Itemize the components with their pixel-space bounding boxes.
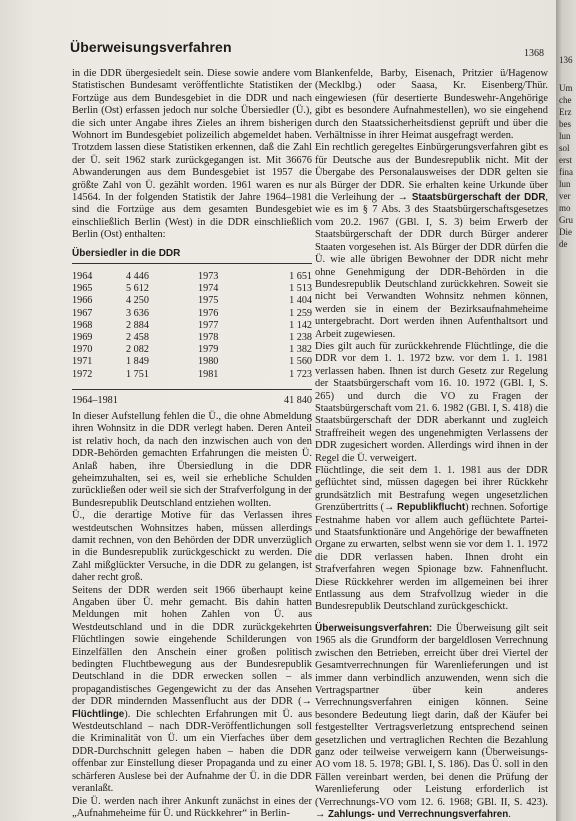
adjacent-page-text [556,82,573,250]
statistics-left-year: 1972 [72,368,93,380]
statistics-right-year: 1975 [198,295,219,307]
adjacent-page-line: lun [559,131,571,141]
adjacent-page-line: lun [559,179,571,189]
cross-reference-republikflucht: Republikflucht [397,502,466,514]
statistics-left-year: 1968 [72,319,93,331]
right-paragraph-2-text-b: , wie es im § 7 Abs. 3 des Staatsbürgerschaftsgesetzes vom 20.2. 1967 (GBl. I, S. 3) beim Erwerb der Staatsbürgerschaft der DDR durch Bürger anderer Staaten vorgesehen ist. Als Bürger der DDR dürfen die Ü. wie alle übrigen Bewohner der DDR nicht mehr ohne Genehmigung der DDR-Behörden in die Bundesrepublik Deutschland zurückkehren. Soweit sie nicht bei Verwandten Wohnsitz nehmen können, werden sie in einem der Bezirksaufnahmeheime untergebracht. Dort werden ihnen Aufenthaltsort und Arbeit zugewiesen. [315,192,548,340]
right-paragraph-2-text-a: Ein rechtlich geregeltes Einbürgerungsverfahren gibt es für Deutsche aus der Bundesrepublik nicht. Mit der Übergabe des Personalausweises der DDR gelten sie als Bürger der DDR. Sie erhalten keine Urkunde über die Verleihung der → [315,142,548,204]
left-paragraph-2: In dieser Aufstellung fehlen die Ü., die ohne Abmeldung ihren Wohnsitz in die DDR verlegt haben. Deren Anteil ist relativ hoch, da nach den inzwischen auch von den DDR-Behörden gemachten Erfahrungen die meisten Ü. Anlaß haben, ihre Übersiedlung in die DDR geheimzuhalten, sei es, weil sie erhebliche Schulden zurückließen oder weil sie sich der Strafverfolgung in der Bundesrepublik Deutschland entziehen wollten. [72,410,312,509]
adjacent-page-line: che [559,95,572,105]
statistics-left-year: 1971 [72,356,93,368]
statistics-table [72,248,312,407]
adjacent-page-line: sol [559,143,570,153]
adjacent-page-line: Erz [559,107,572,117]
entry-ueberweisungsverfahren [315,623,548,821]
left-paragraph-5: Die Ü. werden nach ihrer Ankunft zunächst in eines der „Aufnahmeheime für Ü. und Rückkehrer“ in Berlin- [72,795,312,819]
statistics-right-year: 1981 [198,368,219,380]
statistics-left-year: 1969 [72,331,93,343]
left-paragraph-4-text-b: ). Die schlechten Erfahrungen mit Ü. aus Westdeutschland – nach DDR-Veröffentlichungen soll die Kriminalität von Ü. um ein Vierfaches über dem DDR-Durchschnitt gelegen haben – haben die DDR offenbar zur Einstellung dieser Propaganda und zu einer schärferen Auslese bei der Aufnahme der Ü. in die DDR veranlaßt. [72,708,312,795]
statistics-left-count: 1 751 [126,368,149,380]
statistics-left-count: 2 082 [126,344,149,356]
cross-reference-staatsbuergerschaft: Staatsbürgerschaft der DDR [411,192,546,204]
left-paragraph-4 [72,585,312,796]
adjacent-page-edge [556,0,576,821]
statistics-right-year: 1973 [198,270,219,282]
statistics-right-count: 1 723 [289,368,312,380]
adjacent-page-line: fina [559,167,573,177]
statistics-right-count: 1 382 [289,344,312,356]
left-column [72,68,312,820]
statistics-left-year: 1967 [72,307,93,319]
cross-reference-fluechtlinge: Flüchtlinge [72,708,125,720]
statistics-right-year: 1977 [198,319,219,331]
adjacent-page-line: bes [559,119,571,129]
statistics-right-year: 1979 [198,344,219,356]
statistics-left-count: 2 458 [126,331,149,343]
statistics-right-count: 1 560 [289,356,312,368]
right-paragraph-4-text-a: Flüchtlinge, die seit dem 1. 1. 1981 aus der DDR geflüchtet sind, müssen dagegen bei ihrer Rückkehr grundsätzlich mit Bestrafung wegen ungesetzlichen Grenzübertritts (→ [315,465,548,514]
right-column [315,68,548,821]
statistics-right-year: 1978 [198,331,219,343]
statistics-left-column [72,271,182,381]
right-paragraph-4-text-b: ) rechnen. Sofortige Festnahme haben vor allem auch geflüchtete Partei- und Staatsfunktionäre und Angehörige der bewaffneten Organe zu erwarten, selbst wenn sie vor dem 1. 1. 1972 die DDR verlassen haben. Ihnen droht ein Strafverfahren wegen Spionage bzw. Fahnenflucht. Diese Rückkehrer werden im allgemeinen bei ihrer Entlassung aus dem Strafvollzug wieder in die Bundesrepublik Deutschland zurückgeschickt. [315,502,548,613]
adjacent-page-line: mo [559,203,571,213]
entry-end: . [508,808,511,820]
statistics-left-year: 1965 [72,283,93,295]
statistics-left-year: 1964 [72,270,93,282]
statistics-total-row [72,389,312,407]
entry-text: Die Überweisung gilt seit 1965 als die Grundform der bargeldlosen Verrechnung zwischen den Betrieben, erreicht über drei Viertel der Gesamtverrechnungen für Warenlieferungen und ist immer dann verbindlich anzuwenden, wenn sich die Vertragspartner über kein anderes Verrechnungsverfahren einigen können. Seine besondere Bedeutung liegt darin, daß der Käufer bei festgestellter Vertragsverletzung entsprechend seinen gesetzlichen und vertraglichen Rechten die Bezahlung ganz oder teilweise verweigern kann (Überweisungs-AO vom 18. 5. 1978; GBl. I, S. 186). Das Ü. soll in den Fällen vereinbart werden, bei denen die Prüfung der Warenlieferung oder Leistung erforderlich ist (Verrechnungs-VO vom 12. 6. 1968; GBl. II, S. 423). → [315,622,548,820]
statistics-left-count: 5 612 [126,283,149,295]
statistics-right-count: 1 142 [289,319,312,331]
cross-reference-zahlungsverfahren: Zahlungs- und Verrechnungsverfahren [328,808,509,820]
section-heading: Überweisungsverfahren [70,39,232,55]
statistics-right-column [198,271,312,381]
right-paragraph-4 [315,465,548,614]
statistics-left-year: 1970 [72,344,93,356]
statistics-right-year: 1980 [198,356,219,368]
statistics-left-count: 4 250 [126,295,149,307]
left-paragraph-3: Ü., die derartige Motive für das Verlassen ihres westdeutschen Wohnsitzes haben, müssen allerdings damit rechnen, von den Behörden der DDR unverzüglich in die Bundesrepublik zurückgeschickt zu werden. Die Zahl mißglückter Versuche, in die DDR zu gelangen, ist daher recht groß. [72,510,312,584]
statistics-title: Übersiedler in die DDR [72,248,312,264]
statistics-left-count: 3 636 [126,307,149,319]
right-paragraph-3: Dies gilt auch für zurückkehrende Flüchtlinge, die die DDR vor dem 1. 1. 1972 bzw. vor dem 1. 1. 1981 verlassen haben. Ihnen ist durch Gesetz zur Regelung der Staatsbürgerschaft vom 16. 10. 1972 (GBl. I, S. 265) und durch die VO zu Fragen der Staatsbürgerschaft vom 21. 6. 1982 (GBl. I, S. 418) die Staatsbürgerschaft der DDR aberkannt und zugleich Straffreiheit wegen des ungenehmigten Verlassens der DDR zugesichert worden. Allerdings wird ihnen in der Regel die Ü. verweigert. [315,340,548,464]
statistics-left-count: 2 884 [126,319,149,331]
statistics-right-count: 1 651 [289,270,312,282]
statistics-left-count: 4 446 [126,270,149,282]
statistics-left-count: 1 849 [126,356,149,368]
statistics-right-year: 1974 [198,283,219,295]
statistics-total-value: 41 840 [283,394,312,406]
page-number: 1368 [524,48,544,59]
statistics-total-label: 1964–1981 [72,394,118,406]
adjacent-page-line: Die [559,227,572,237]
left-paragraph-1: in die DDR übergesiedelt sein. Diese sowie andere vom Statistischen Bundesamt veröffentlichte Statistiken der Fortzüge aus dem Bundesgebiet in die DDR und nach Berlin (Ost) erfassen jedoch nur solche Übersiedler (Ü.), die sich unter Angabe ihres Zieles an ihrem bisherigen Wohnort im Bundesgebiet polizeilich abgemeldet haben. Trotzdem lassen diese Statistiken erkennen, daß die Zahl der Ü. seit 1962 stark zurückgegangen ist. Mit 36676 Abwanderungen aus dem Bundesgebiet ist 1957 die größte Zahl von Ü. gezählt worden. 1961 waren es nur 14564. In der folgenden Statistik der Jahre 1964–1981 sind die Fortzüge aus dem gesamten Bundesgebiet einschließlich Berlin (West) in die DDR einschließlich Berlin (Ost) enthalten: [72,68,312,241]
adjacent-page-line: Gru [559,215,573,225]
adjacent-page-line: ver [559,191,571,201]
statistics-right-count: 1 238 [289,331,312,343]
right-paragraph-1: Blankenfelde, Barby, Eisenach, Pritzier ü/Hagenow (Mecklbg.) oder Saasa, Kr. Eisenberg/Thür. eingewiesen (für desertierte Bundeswehr-Angehörige gibt es besondere Aufnahmestellen), wo sie eingehend durch den Staatssicherheitsdienst geprüft und über die Verhältnisse in ihrer Heimat ausgefragt werden. [315,68,548,142]
statistics-left-year: 1966 [72,295,93,307]
adjacent-page-line: de [559,239,568,249]
adjacent-page-line: erst [559,155,572,165]
adjacent-page-line: Um [559,83,573,93]
statistics-right-year: 1976 [198,307,219,319]
entry-headword: Überweisungsverfahren: [315,622,433,634]
right-paragraph-2 [315,142,548,341]
statistics-right-count: 1 259 [289,307,312,319]
statistics-right-count: 1 404 [289,295,312,307]
statistics-right-count: 1 513 [289,283,312,295]
adjacent-page-number: 136 [559,55,573,65]
left-paragraph-4-text-a: Seitens der DDR werden seit 1966 überhaupt keine Angaben über Ü. mehr gemacht. Bis dahin hatten Meldungen mit hohen Zahlen von Ü. aus Westdeutschland und in die DDR zurückgekehrten Flüchtlingen sowie eingehende Schilderungen von Einzelfällen den Anschein einer großen politisch bedingten Fluchtbewegung aus der Bundesrepublik Deutschland in die DDR erwecken sollen – als propagandistisches Gegengewicht zu der das Ansehen der DDR mindernden Massenflucht aus der DDR (→ [72,584,312,708]
